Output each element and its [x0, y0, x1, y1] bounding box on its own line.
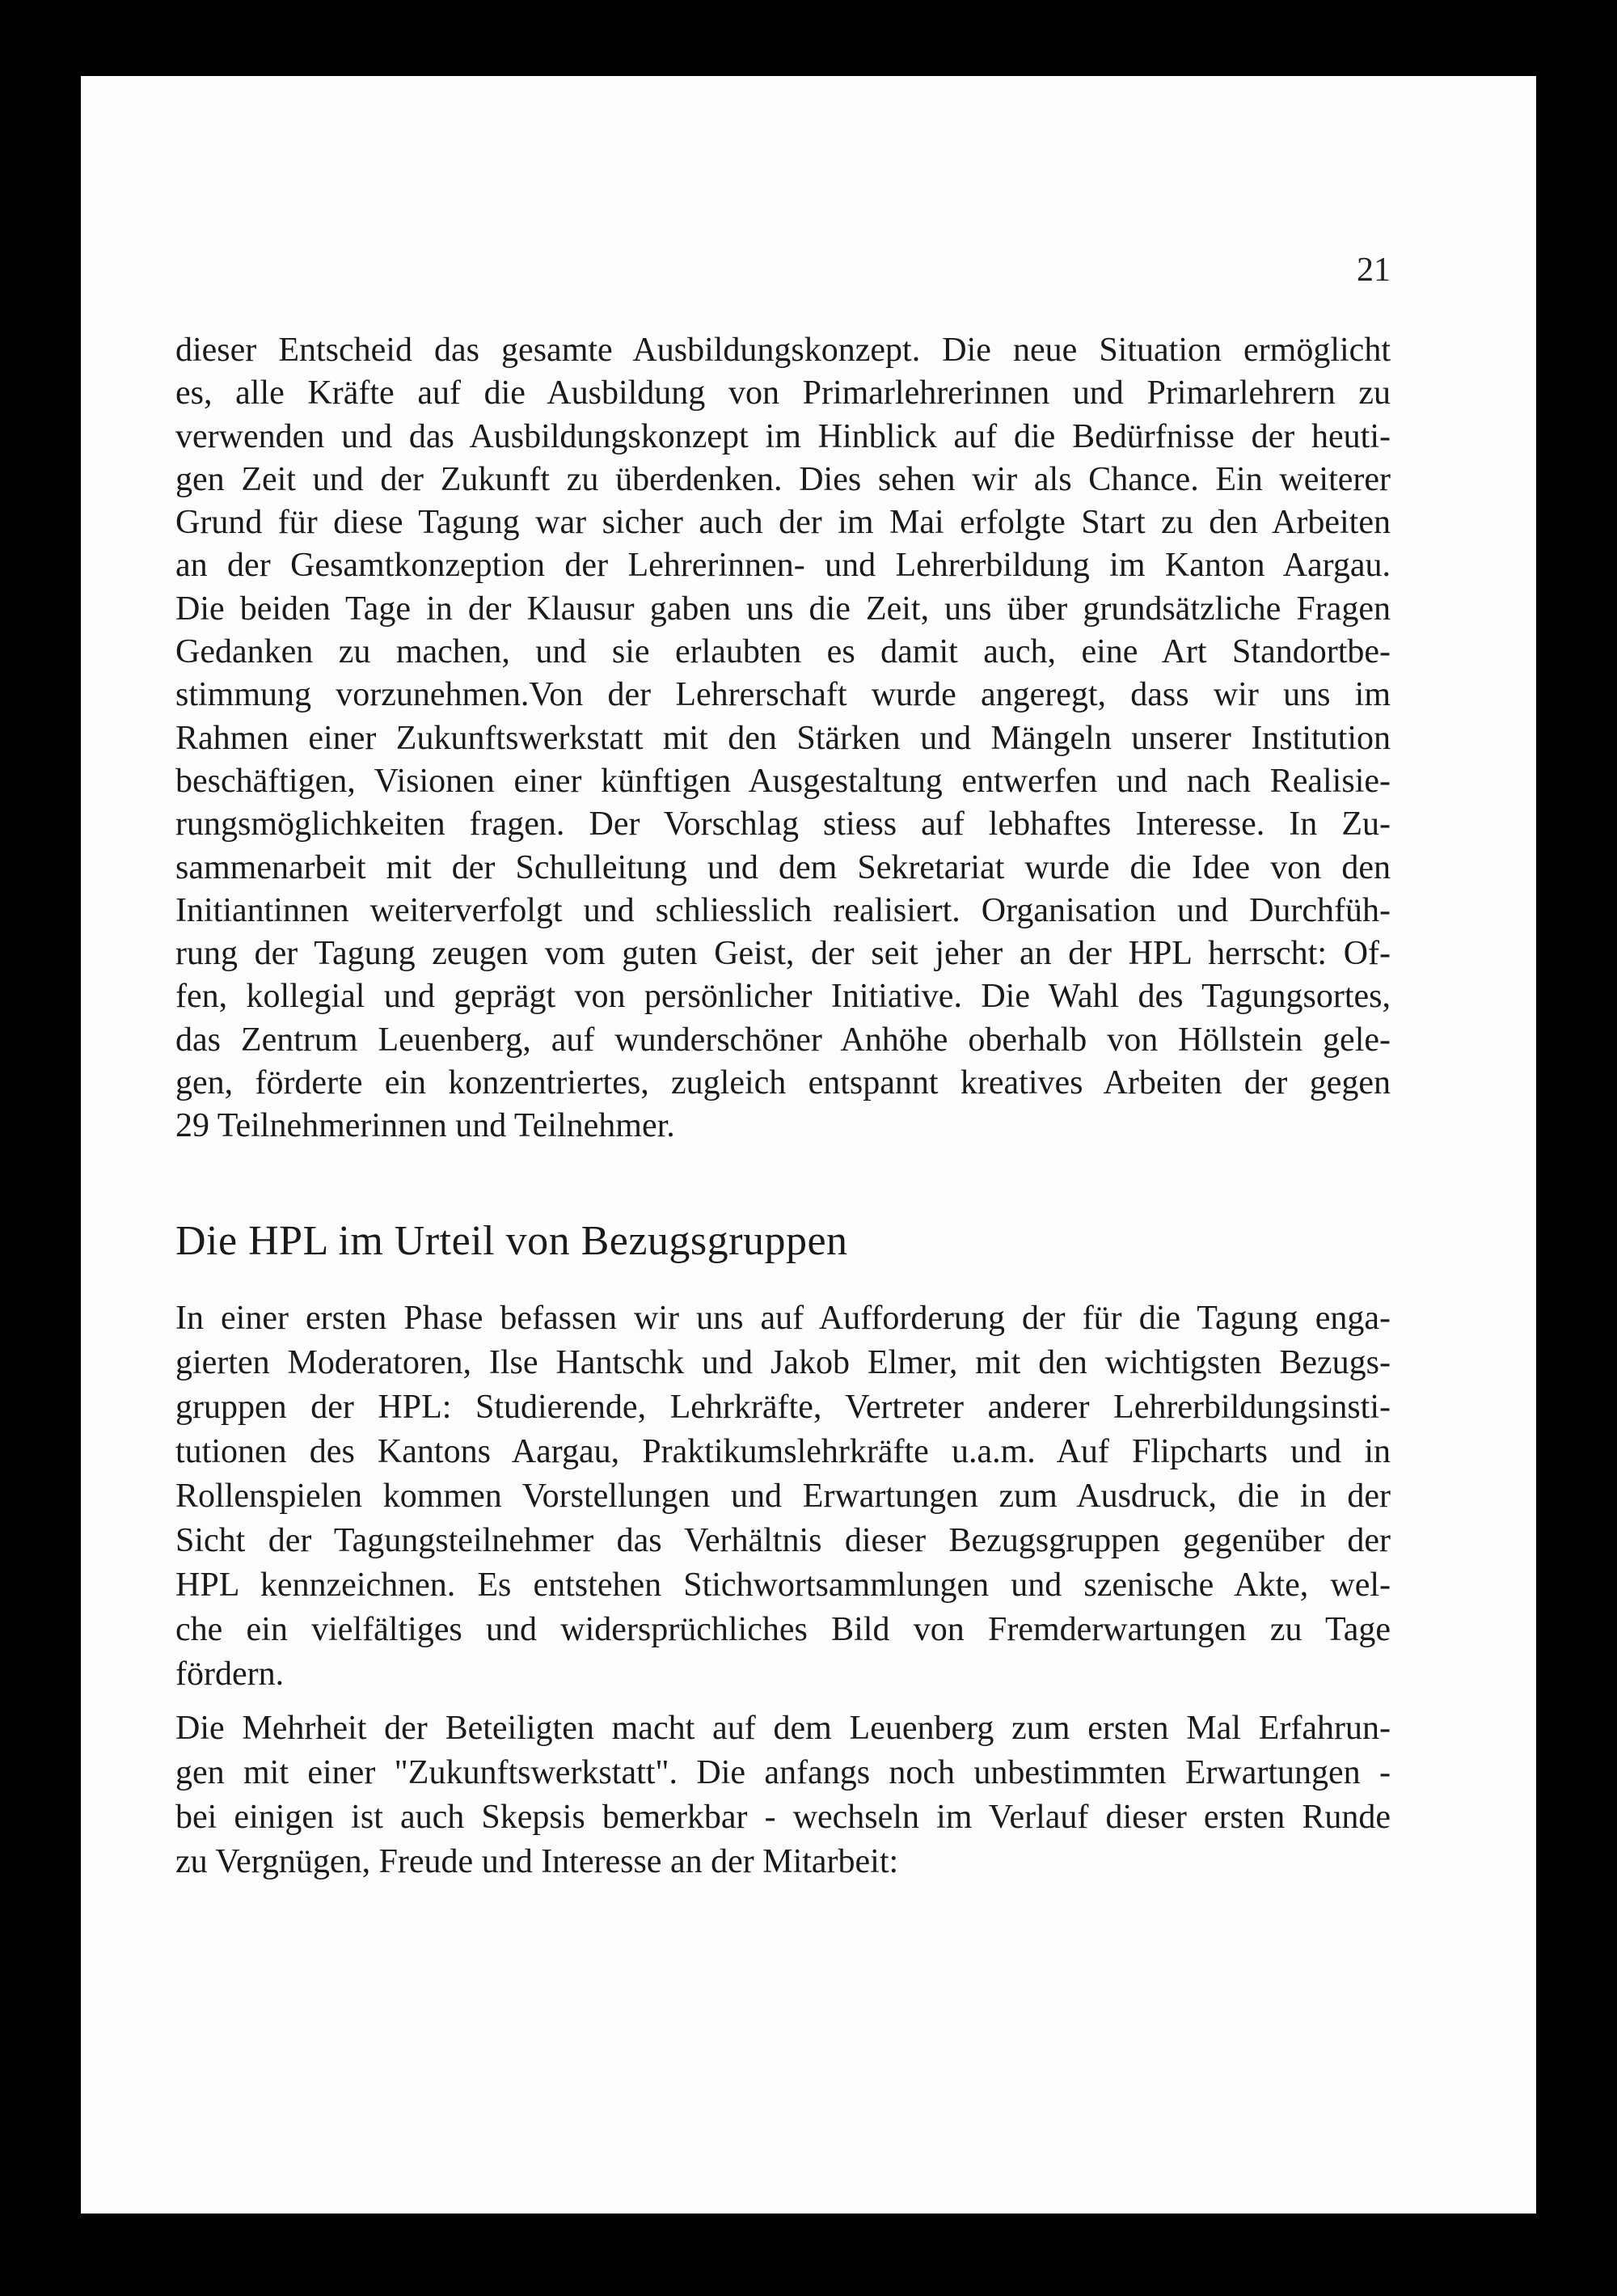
- text-line: verwenden und das Ausbildungskonzept im Hinblick auf die Bedürfnisse der heuti-: [175, 417, 1391, 455]
- text-line: che ein vielfältiges und widersprüchliches Bild von Fremderwartungen zu Tage: [175, 1611, 1391, 1648]
- page-number: 21: [1357, 252, 1391, 289]
- text-line: das Zentrum Leuenberg, auf wunderschöner Anhöhe oberhalb von Höllstein gele-: [175, 1021, 1391, 1059]
- text-line: bei einigen ist auch Skepsis bemerkbar - wechseln im Verlauf dieser ersten Runde: [175, 1799, 1391, 1836]
- text-line: fördern.: [175, 1655, 285, 1693]
- paragraph-3: [175, 1706, 1391, 1884]
- text-line: stimmung vorzunehmen.Von der Lehrerschaft wurde angeregt, dass wir uns im: [175, 676, 1391, 714]
- text-line: sammenarbeit mit der Schulleitung und dem Sekretariat wurde die Idee von den: [175, 848, 1391, 886]
- text-line: In einer ersten Phase befassen wir uns auf Aufforderung der für die Tagung enga-: [175, 1300, 1391, 1337]
- text-line: gen Zeit und der Zukunft zu überdenken. Dies sehen wir als Chance. Ein weiterer: [175, 460, 1391, 498]
- text-line: HPL kennzeichnen. Es entstehen Stichwortsammlungen und szenische Akte, wel-: [175, 1567, 1391, 1604]
- text-line: Die Mehrheit der Beteiligten macht auf dem Leuenberg zum ersten Mal Erfahrun-: [175, 1710, 1391, 1747]
- text-line: es, alle Kräfte auf die Ausbildung von Primarlehrerinnen und Primarlehrern zu: [175, 374, 1391, 412]
- text-line: rung der Tagung zeugen vom guten Geist, der seit jeher an der HPL herrscht: Of-: [175, 935, 1391, 973]
- text-line: Rahmen einer Zukunftswerkstatt mit den Stärken und Mängeln unserer Institution: [175, 719, 1391, 757]
- text-line: gen, förderte ein konzentriertes, zugleich entspannt kreatives Arbeiten der gegen: [175, 1064, 1391, 1102]
- text-line: Gedanken zu machen, und sie erlaubten es damit auch, eine Art Standortbe-: [175, 633, 1391, 671]
- text-line: fen, kollegial und geprägt von persönlicher Initiative. Die Wahl des Tagungsortes,: [175, 978, 1391, 1016]
- text-line: Initiantinnen weiterverfolgt und schliesslich realisiert. Organisation und Durchfüh-: [175, 891, 1391, 929]
- text-line: beschäftigen, Visionen einer künftigen Ausgestaltung entwerfen und nach Realisie-: [175, 762, 1391, 800]
- text-line: Sicht der Tagungsteilnehmer das Verhältnis dieser Bezugsgruppen gegenüber der: [175, 1522, 1391, 1559]
- text-line: zu Vergnügen, Freude und Interesse an der Mitarbeit:: [175, 1843, 899, 1880]
- section-heading: Die HPL im Urteil von Bezugsgruppen: [175, 1218, 848, 1264]
- text-line: tutionen des Kantons Aargau, Praktikumslehrkräfte u.a.m. Auf Flipcharts und in: [175, 1433, 1391, 1470]
- text-line: an der Gesamtkonzeption der Lehrerinnen- und Lehrerbildung im Kanton Aargau.: [175, 547, 1391, 585]
- paragraph-2: [175, 1296, 1391, 1697]
- text-line: Rollenspielen kommen Vorstellungen und Erwartungen zum Ausdruck, die in der: [175, 1478, 1391, 1515]
- text-line: dieser Entscheid das gesamte Ausbildungskonzept. Die neue Situation ermöglicht: [175, 332, 1391, 369]
- text-line: rungsmöglichkeiten fragen. Der Vorschlag stiess auf lebhaftes Interesse. In Zu-: [175, 806, 1391, 844]
- text-line: gruppen der HPL: Studierende, Lehrkräfte, Vertreter anderer Lehrerbildungsinsti-: [175, 1389, 1391, 1426]
- text-line: gierten Moderatoren, Ilse Hantschk und Jakob Elmer, mit den wichtigsten Bezugs-: [175, 1344, 1391, 1381]
- text-line: Die beiden Tage in der Klausur gaben uns die Zeit, uns über grundsätzliche Fragen: [175, 590, 1391, 628]
- paragraph-1: [175, 329, 1391, 1148]
- text-line: Grund für diese Tagung war sicher auch der im Mai erfolgte Start zu den Arbeiten: [175, 504, 1391, 542]
- text-line: gen mit einer "Zukunftswerkstatt". Die anfangs noch unbestimmten Erwartungen -: [175, 1754, 1391, 1791]
- text-line: 29 Teilnehmerinnen und Teilnehmer.: [175, 1107, 675, 1145]
